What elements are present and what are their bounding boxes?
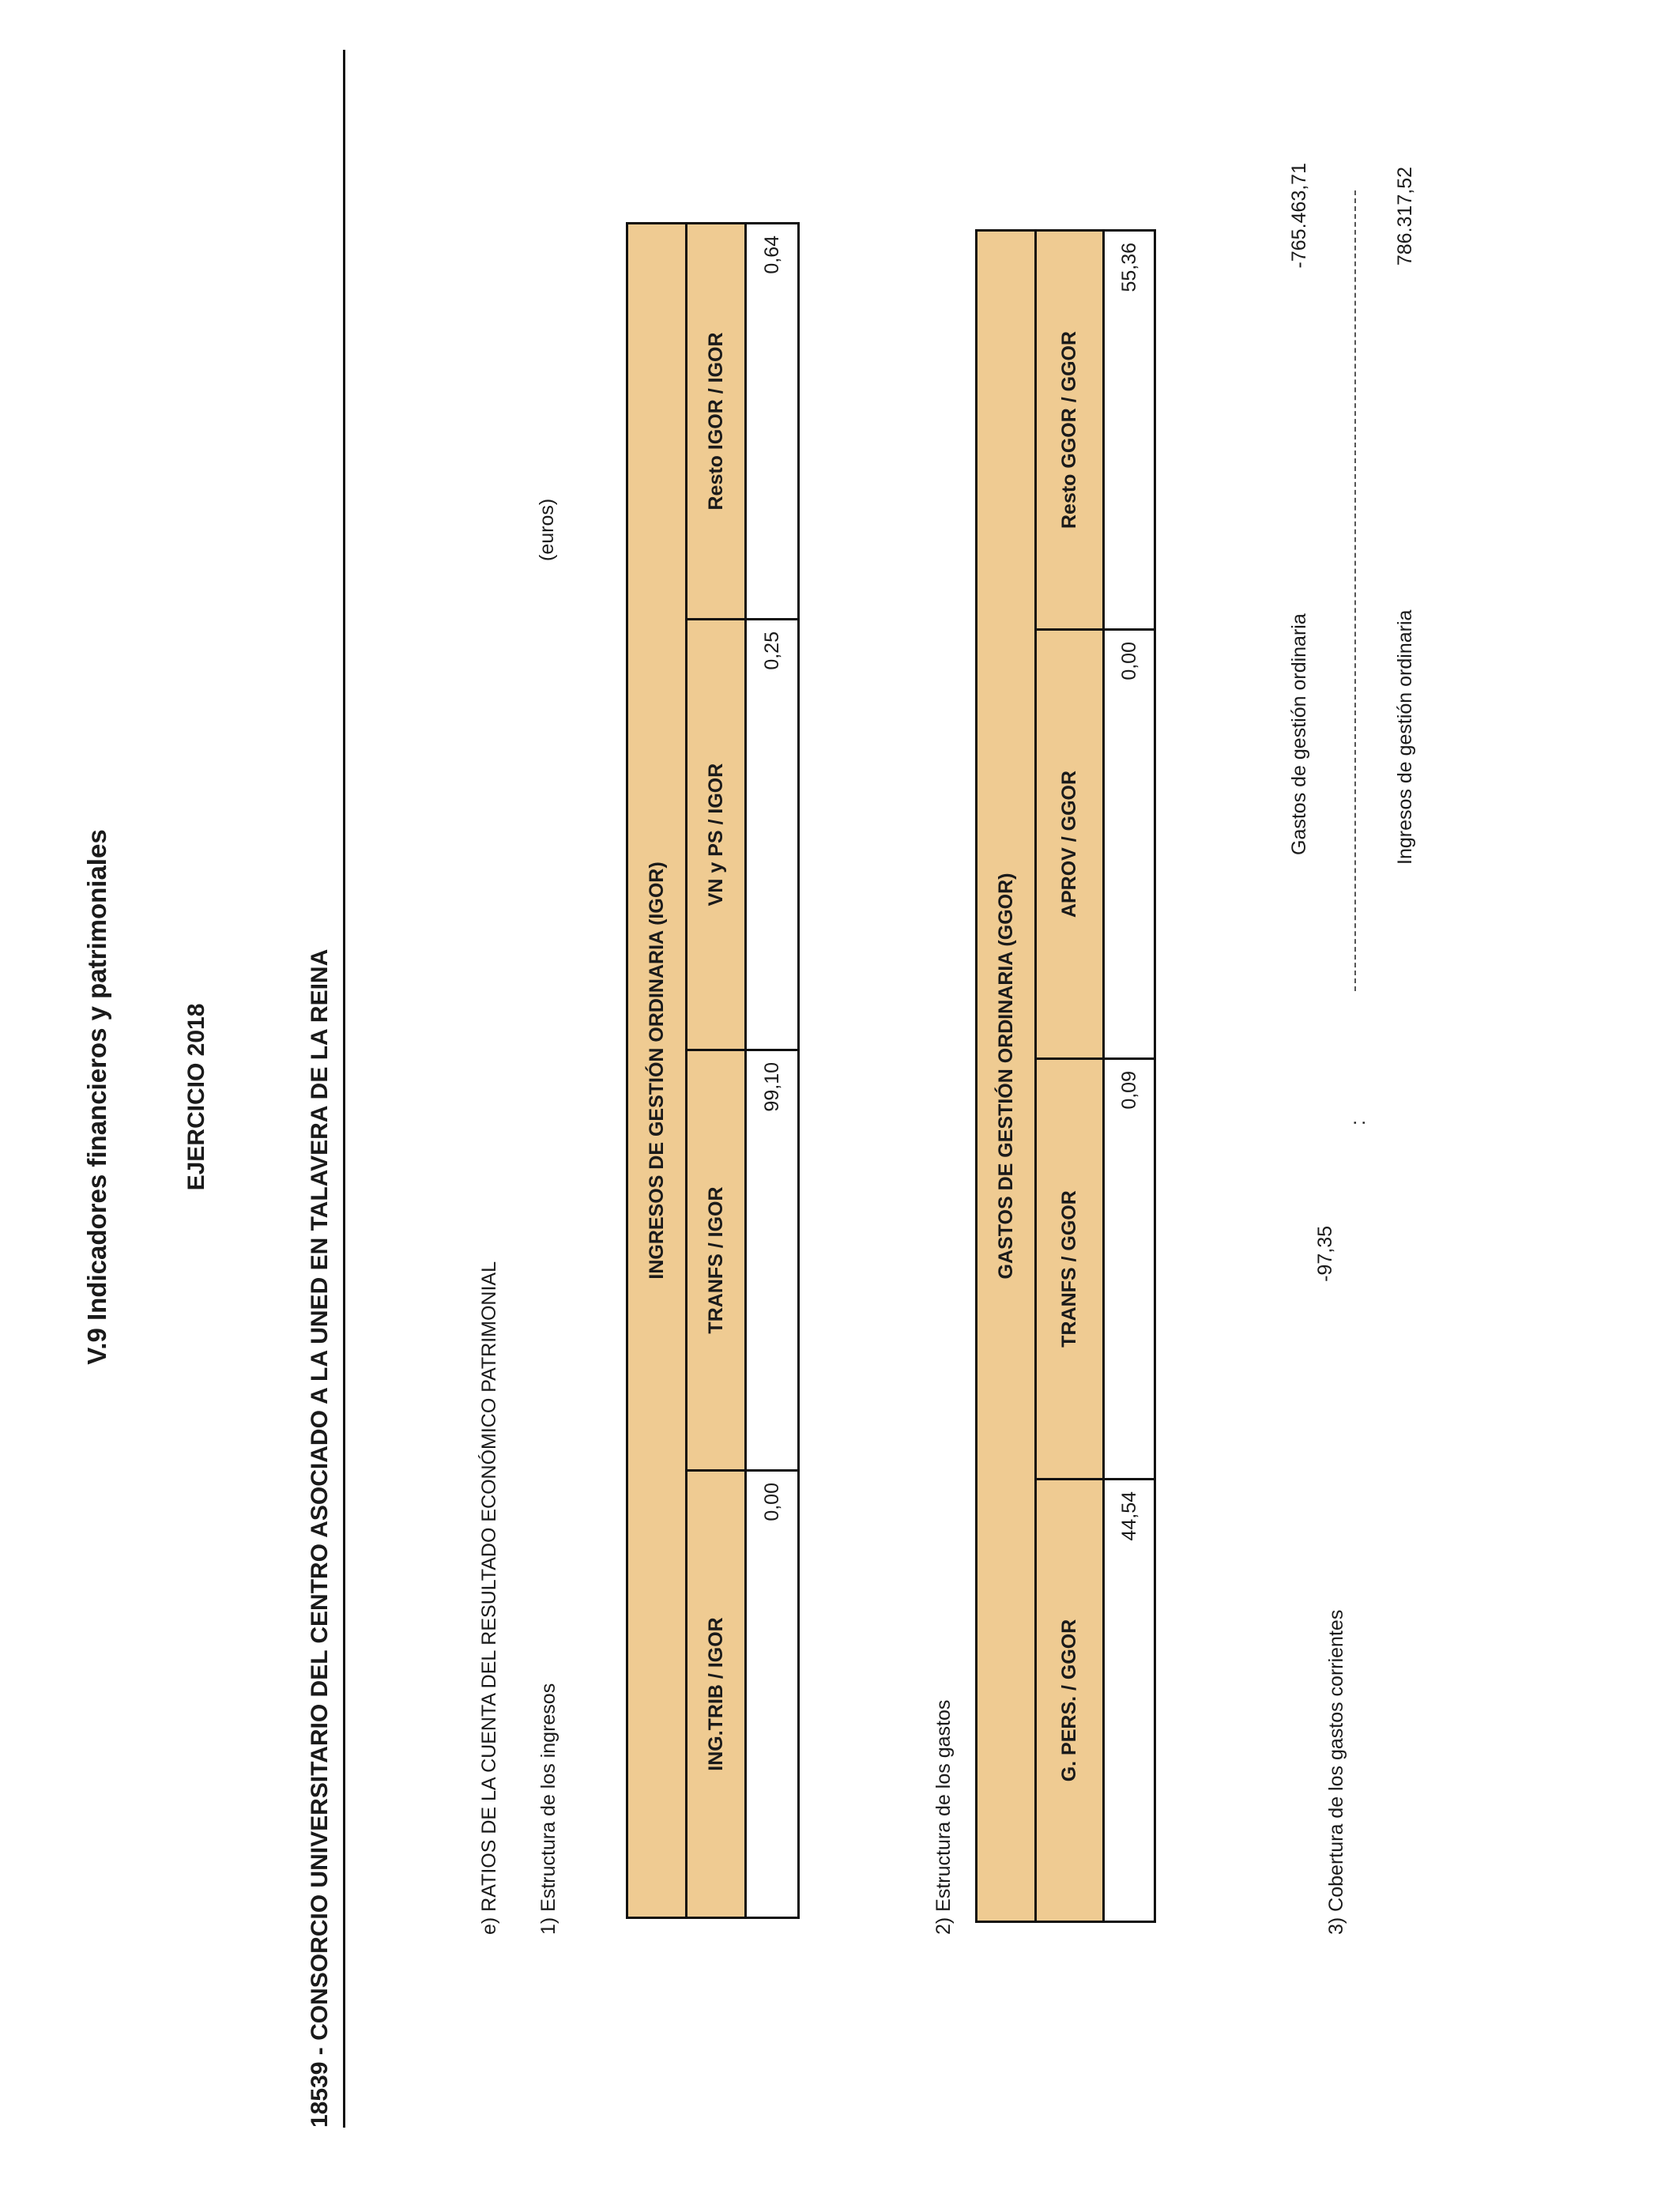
value-cell: 0,00 xyxy=(1104,630,1155,1059)
expenses-structure-table xyxy=(975,229,1156,1923)
header-divider xyxy=(343,50,345,2128)
column-header: Resto GGOR / GGOR xyxy=(1036,230,1104,629)
denominator-value: 786.317,52 xyxy=(1394,167,1416,266)
expenses-group-header: GASTOS DE GESTIÓN ORDINARIA (GGOR) xyxy=(977,230,1036,1921)
expenses-subtitle: 2) Estructura de los gastos xyxy=(932,1699,955,1935)
column-header: APROV / GGOR xyxy=(1036,630,1104,1059)
entity-name: 18539 - CONSORCIO UNIVERSITARIO DEL CENTRO ASOCIADO A LA UNED EN TALAVERA DE LA REINA xyxy=(307,948,333,2128)
income-subtitle: 1) Estructura de los ingresos xyxy=(537,1683,559,1935)
value-cell: 99,10 xyxy=(746,1050,799,1471)
value-cell: 0,09 xyxy=(1104,1059,1155,1480)
denominator-label: Ingresos de gestión ordinaria xyxy=(1394,609,1416,865)
numerator-value: -765.463,71 xyxy=(1288,163,1310,269)
coverage-separator: : xyxy=(1347,1120,1369,1125)
column-header: ING.TRIB / IGOR xyxy=(687,1471,746,1918)
value-cell: 44,54 xyxy=(1104,1480,1155,1922)
column-header: VN y PS / IGOR xyxy=(687,620,746,1050)
income-structure-table xyxy=(626,222,800,1919)
numerator-label: Gastos de gestión ordinaria xyxy=(1288,613,1310,855)
value-cell: 0,00 xyxy=(746,1471,799,1918)
coverage-result: -97,35 xyxy=(1314,1226,1336,1282)
value-cell: 0,25 xyxy=(746,620,799,1050)
income-group-header: INGRESOS DE GESTIÓN ORDINARIA (IGOR) xyxy=(627,223,687,1917)
page-title: V.9 Indicadores financieros y patrimoniales xyxy=(82,829,111,1365)
fraction-divider xyxy=(1354,190,1356,991)
column-header: G. PERS. / GGOR xyxy=(1036,1480,1104,1922)
currency-note: (euros) xyxy=(536,498,558,561)
column-header: TRANFS / IGOR xyxy=(687,1050,746,1471)
column-header: TRANFS / GGOR xyxy=(1036,1059,1104,1480)
value-cell: 0,64 xyxy=(746,223,799,619)
value-cell: 55,36 xyxy=(1104,230,1155,629)
column-header: Resto IGOR / IGOR xyxy=(687,223,746,619)
section-title: e) RATIOS DE LA CUENTA DEL RESULTADO ECONÓMICO PATRIMONIAL xyxy=(478,1261,500,1935)
coverage-subtitle: 3) Cobertura de los gastos corrientes xyxy=(1325,1609,1347,1935)
exercise-year: EJERCICIO 2018 xyxy=(183,1003,209,1191)
